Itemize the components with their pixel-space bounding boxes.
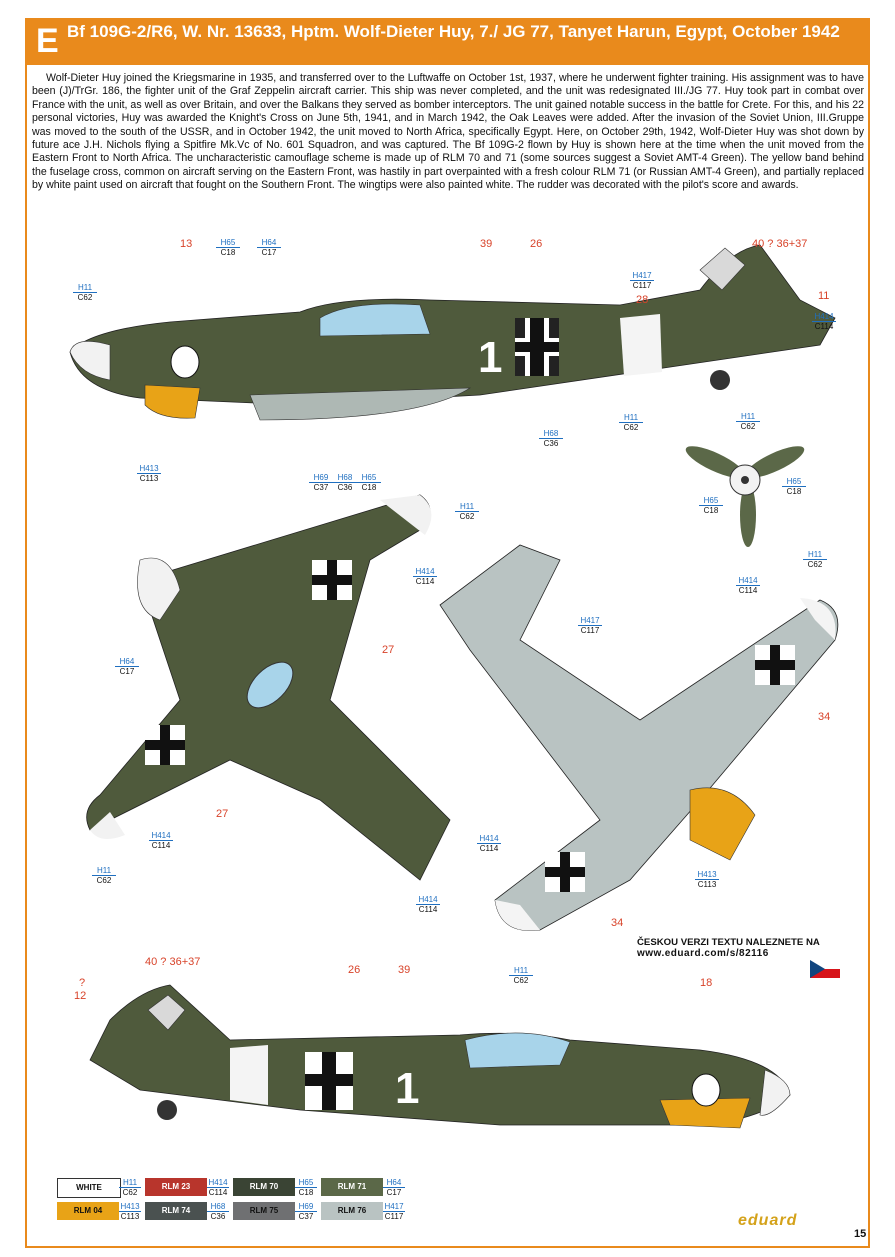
legend-swatch: RLM 71 xyxy=(321,1178,383,1196)
paint-code: H68 C36 xyxy=(333,473,357,492)
profile-title: Bf 109G-2/R6, W. Nr. 13633, Hptm. Wolf-Dieter Huy, 7./ JG 77, Tanyet Harun, Egypt, October 1942 xyxy=(67,22,840,41)
legend-code: H64 C17 xyxy=(383,1178,405,1197)
callout-number: 13 xyxy=(180,238,193,250)
callout-number: 27 xyxy=(382,644,395,656)
paint-code: H414 C114 xyxy=(812,312,836,331)
legend-code: H68 C36 xyxy=(207,1202,229,1221)
callout-number: 40 ? 36+37 xyxy=(145,956,201,968)
czech-version-url[interactable]: www.eduard.com/s/82116 xyxy=(637,948,769,959)
paint-code: H413 C113 xyxy=(695,870,719,889)
callout-number: 11 xyxy=(818,290,830,302)
callout-number: 27 xyxy=(216,808,229,820)
callout-number: 39 xyxy=(480,238,493,250)
profile-letter: E xyxy=(36,22,59,60)
legend-swatch: WHITE xyxy=(57,1178,121,1198)
paint-code: H65 C18 xyxy=(357,473,381,492)
paint-code: H11 C62 xyxy=(619,413,643,432)
legend-code: H65 C18 xyxy=(295,1178,317,1197)
legend-code: H417 C117 xyxy=(384,1202,404,1221)
paint-code: H65 C18 xyxy=(216,238,240,257)
legend-swatch: RLM 74 xyxy=(145,1202,207,1220)
callout-number: 39 xyxy=(398,964,411,976)
fuselage-number: 1 xyxy=(478,333,503,382)
callout-number: 12 xyxy=(74,990,87,1002)
bottom-view xyxy=(440,545,838,931)
callout-number: 34 xyxy=(611,917,624,929)
paint-code: H417 C117 xyxy=(630,271,654,290)
right-side-view xyxy=(90,985,790,1128)
paint-code: H11 C62 xyxy=(803,550,827,569)
legend-code: H11 C62 xyxy=(119,1178,141,1197)
legend-code: H413 C113 xyxy=(120,1202,140,1221)
callout-number: ? xyxy=(79,977,86,989)
top-view xyxy=(87,495,450,880)
paint-code: H11 C62 xyxy=(509,966,533,985)
callout-number: 18 xyxy=(700,977,713,989)
page-number: 15 xyxy=(854,1228,867,1240)
paint-code: H65 C18 xyxy=(699,496,723,515)
history-description: Wolf-Dieter Huy joined the Kriegsmarine in 1935, and transferred over to the Luftwaffe on October 1st, 1937, where he underwent fighter training. His assignment was to have been (J)/TrGr. 186, the fighter unit of the Graf Zeppelin aircraft carrier. This ship was never completed, and the unit was redesignated III./JG 77. Huy took part in combat over France with the unit, as well as over Britain, and over the Balkans they served as bomber interceptors. The unit gained notable success in the battle for Crete. For this, and his 22 personal victories, Huy was awarded the Knight's Cross on June 5th, 1941, and in March 1942, the Oak Leaves were added. After the invasion of the Soviet Union, III.Gruppe was moved to the south of the USSR, and in October 1942, the unit moved to North Africa, specifically Egypt. Here, on October 29th, 1942, Wolf-Dieter Huy was shot down by future ace J.H. Nichols flying a Spitfire Mk.Vc of No. 601 Squadron, and was captured. The Bf 109G-2 flown by Huy is shown here at the time when the unit moved from the Eastern Front to North Africa. The uncharacteristic camouflage scheme is made up of RLM 70 and 71 (some sources suggest a Soviet AMT-4 Green). The yellow band behind the fuselage cross, common on aircraft serving on the Eastern Front, was hastily in part overpainted with a fresh colour RLM 71 (or Russian AMT-4 Green), and partially replaced by white paint used on aircraft that fought on the Southern Front. The wingtips were also painted white. The rudder was decorated with the pilot's score and awards. xyxy=(32,72,864,192)
legend-swatch: RLM 70 xyxy=(233,1178,295,1196)
paint-code: H68 C36 xyxy=(539,429,563,448)
color-legend xyxy=(57,1178,417,1222)
paint-code: H414 C114 xyxy=(416,895,440,914)
callout-number: 26 xyxy=(530,238,543,250)
legend-code: H69 C37 xyxy=(295,1202,317,1221)
callout-number: 28 xyxy=(636,294,649,306)
paint-code: H414 C114 xyxy=(736,576,760,595)
callout-number: 40 ? 36+37 xyxy=(752,238,808,250)
paint-code: H414 C114 xyxy=(477,834,501,853)
czech-flag-icon xyxy=(810,960,840,978)
czech-version-note: ČESKOU VERZI TEXTU NALEZNETE NA xyxy=(637,937,820,948)
paint-code: H414 C114 xyxy=(413,567,437,586)
paint-code: H64 C17 xyxy=(257,238,281,257)
paint-code: H11 C62 xyxy=(73,283,97,302)
eduard-logo: eduard xyxy=(738,1212,798,1229)
paint-code: H64 C17 xyxy=(115,657,139,676)
legend-swatch: RLM 23 xyxy=(145,1178,207,1196)
paint-code: H65 C18 xyxy=(782,477,806,496)
legend-code: H414 C114 xyxy=(208,1178,228,1197)
svg-text:1: 1 xyxy=(395,1064,420,1113)
paint-code: H11 C62 xyxy=(92,866,116,885)
legend-swatch: RLM 76 xyxy=(321,1202,383,1220)
legend-swatch: RLM 75 xyxy=(233,1202,295,1220)
paint-code: H11 C62 xyxy=(455,502,479,521)
legend-swatch: RLM 04 xyxy=(57,1202,119,1220)
paint-code: H69 C37 xyxy=(309,473,333,492)
callout-number: 34 xyxy=(818,711,831,723)
paint-code: H417 C117 xyxy=(578,616,602,635)
paint-code: H414 C114 xyxy=(149,831,173,850)
callout-number: 26 xyxy=(348,964,361,976)
paint-code: H11 C62 xyxy=(736,412,760,431)
left-side-view xyxy=(70,245,835,420)
paint-code: H413 C113 xyxy=(137,464,161,483)
